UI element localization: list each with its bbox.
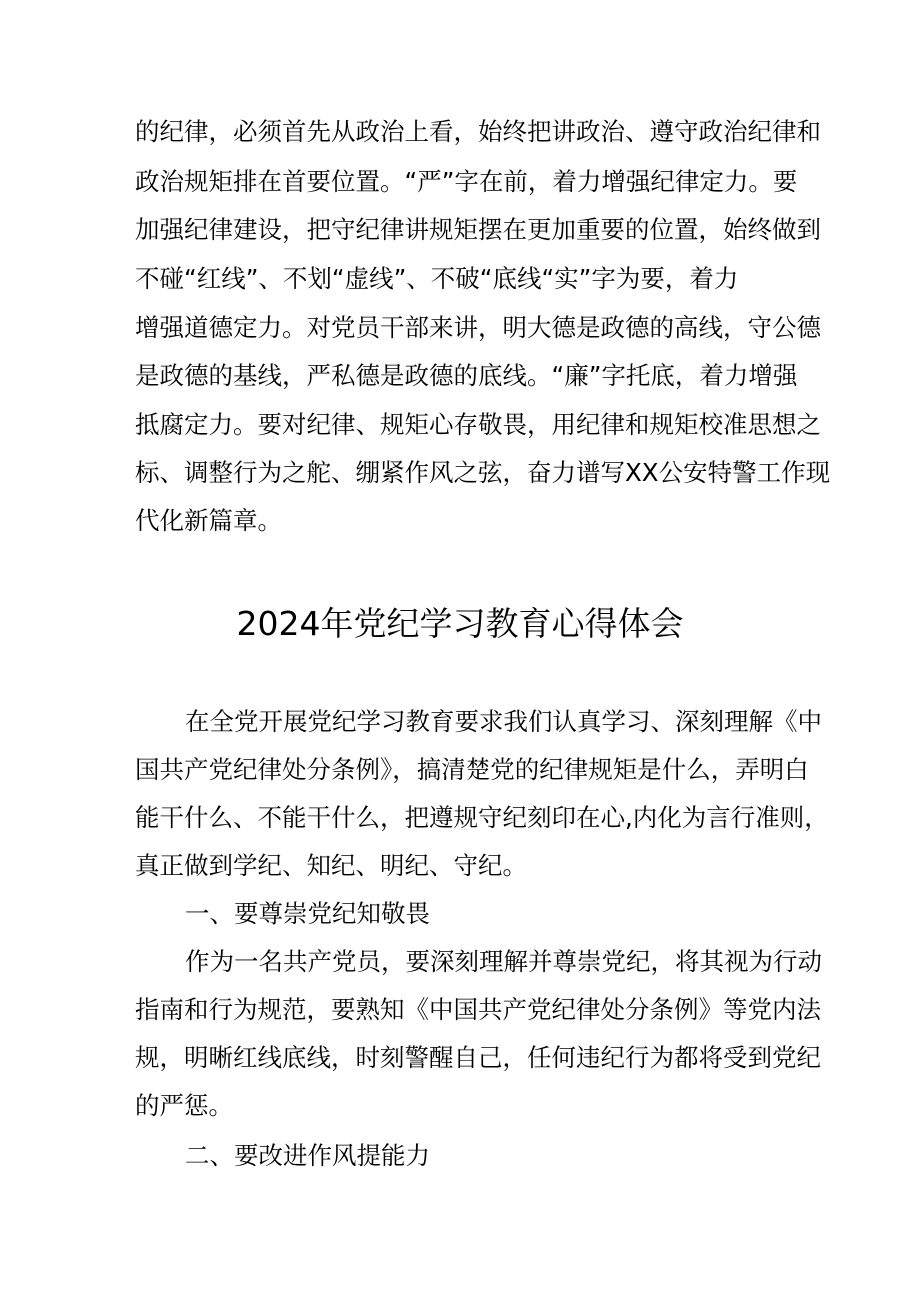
paragraph-line: 代化新篇章。 [135, 506, 282, 535]
paragraph-line: 加强纪律建设，把守纪律讲规矩摆在更加重要的位置，始终做到 [135, 215, 821, 244]
paragraph-line: 在全党开展党纪学习教育要求我们认真学习、深刻理解《中 [185, 707, 822, 736]
section-heading: 二、要改进作风提能力 [185, 1141, 430, 1170]
paragraph-line: 国共产党纪律处分条例》，搞清楚党的纪律规矩是什么，弄明白 [135, 755, 809, 784]
paragraph-line: 作为一名共产党员，要深刻理解并尊崇党纪，将其视为行动 [185, 947, 822, 976]
paragraph-line: 是政德的基线，严私德是政德的底线。“廉”字托底，着力增强 [135, 361, 798, 390]
paragraph-line: 的严惩。 [135, 1091, 233, 1120]
paragraph-line: 规，明晰红线底线，时刻警醒自己，任何违纪行为都将受到党纪 [135, 1043, 821, 1072]
paragraph-line: 能干什么、不能干什么，把遵规守纪刻印在心,内化为言行准则， [135, 803, 829, 832]
article-title: 2024年党纪学习教育心得体会 [236, 604, 684, 643]
paragraph-line: 政治规矩排在首要位置。“严”字在前，着力增强纪律定力。要 [135, 167, 798, 196]
paragraph-line: 抵腐定力。要对纪律、规矩心存敬畏，用纪律和规矩校准思想之 [135, 410, 821, 439]
paragraph-line: 增强道德定力。对党员干部来讲，明大德是政德的高线，守公德 [135, 313, 821, 342]
section-heading: 一、要尊崇党纪知敬畏 [185, 899, 430, 928]
paragraph-line: 的纪律，必须首先从政治上看，始终把讲政治、遵守政治纪律和 [135, 117, 821, 146]
paragraph-line: 标、调整行为之舵、绷紧作风之弦，奋力谱写XX公安特警工作现 [135, 458, 831, 487]
paragraph-line: 真正做到学纪、知纪、明纪、守纪。 [135, 851, 527, 880]
paragraph-line: 指南和行为规范，要熟知《中国共产党纪律处分条例》等党内法 [135, 995, 821, 1024]
paragraph-line: 不碰“红线”、不划“虚线”、不破“底线“实”字为要，着力 [135, 264, 739, 293]
